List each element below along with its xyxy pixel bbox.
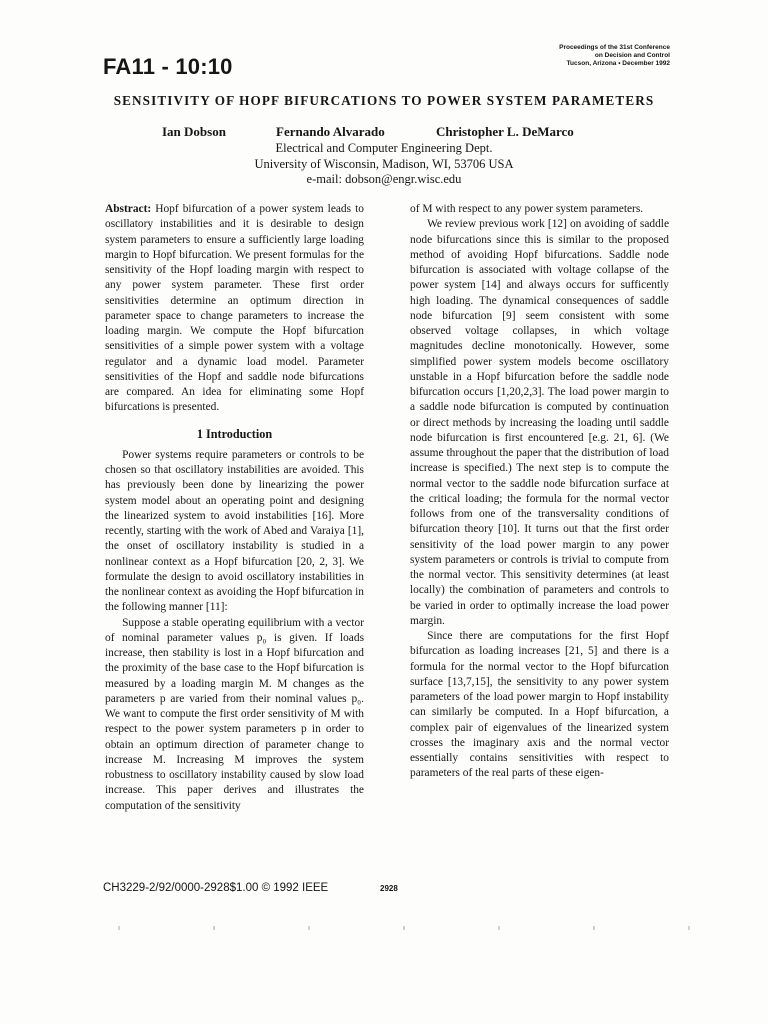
- author-list: [100, 124, 668, 140]
- body-paragraph: Suppose a stable operating equilibrium with a vector of nominal parameter values p₀ is given. If loads increase, then stability is lost in a Hopf bifurcation and the proximity of the base case to the Hopf bifurcation is measured by a loading margin M. M changes as the parameters p are varied from their nominal values p₀. We want to compute the first order sensitivity of M with respect to the power system parameters p in order to obtain an optimum direction of parameter change to increase M. Increasing M improves the system robustness to oscillatory instability caused by slow load increase. This paper derives and illustrates the computation of the sensitivity: [105, 616, 364, 812]
- body-paragraph: of M with respect to any power system parameters.: [410, 203, 644, 215]
- left-column: [105, 202, 364, 814]
- author-name: Fernando Alvarado: [276, 124, 385, 139]
- affiliation-department: Electrical and Computer Engineering Dept.: [275, 141, 493, 155]
- author-name: Christopher L. DeMarco: [436, 124, 574, 139]
- proceedings-info: [490, 44, 670, 68]
- abstract: [105, 202, 364, 416]
- right-column: [410, 202, 669, 782]
- page-number: 2928: [380, 884, 398, 893]
- body-paragraph: We review previous work [12] on avoiding of saddle node bifurcations since this is similar to the proposed method of avoiding Hopf bifurcations. Saddle node bifurcation is associated with voltage collapse of the power system [14] and always occurs for sufficently high loading. The dynamical consequences of saddle node bifurcation [9] seem consistent with some observed voltage collapses, in which voltage magnitudes decline monotonically. However, some simplified power system models become oscillatory unstable in a Hopf bifurcation before the saddle node bifurcation occurs [1,20,2,3]. The load power margin to a saddle node bifurcation is computed by continuation or direct methods by increasing the loading until saddle node bifurcation is first encountered [e.g. 21, 6]. (We assume throughout the paper that the distribution of load increase is specified.) The next step is to compute the normal vector to the saddle node bifurcation surface at the critical loading; the formula for the normal vector follows from one of the transversality conditions of bifurcation theory [10]. It turns out that the first order sensitivity of the load power margin to any power system parameters or controls is trivial to compute from the normal vector. This sensitivity determines (at least locally) the combination of parameters and controls to be varied in order to optimally increase the load power margin.: [410, 218, 669, 627]
- affiliation: [100, 141, 668, 188]
- affiliation-email: e-mail: dobson@engr.wisc.edu: [306, 172, 462, 186]
- abstract-text: Hopf bifurcation of a power system leads to oscillatory instabilities and it is desirable to design system parameters to ensure a sufficiently large loading margin to Hopf bifurcation. We present formulas for the sensitivity of the Hopf loading margin with respect to any power system parameter. These first order sensitivities determine an optimum direction in parameter space to change parameters to increase the loading margin. We compute the Hopf bifurcation sensitivities of a simple power system with a voltage regulator and a dynamic load model. Parameter sensitivities of the Hopf and saddle node bifurcations are compared. An idea for eliminating some Hopf bifurcations is presented.: [105, 203, 364, 414]
- author-name: Ian Dobson: [162, 124, 226, 139]
- abstract-label: Abstract:: [105, 203, 152, 215]
- scan-artifact: [80, 926, 690, 930]
- copyright-line: CH3229-2/92/0000-2928$1.00 © 1992 IEEE: [103, 882, 329, 894]
- proceedings-line: Tucson, Arizona • December 1992: [566, 60, 670, 67]
- body-paragraph: Since there are computations for the first Hopf bifurcation as loading increases [21, 5] and there is a formula for the normal vector to the Hopf bifurcation surface [13,7,15], the sensitivity to any power system parameters of the load power margin to Hopf instability can similarly be computed. In a Hopf bifurcation, a complex pair of eigenvalues of the linearized system crosses the imaginary axis and the normal vector essentially contains sensitivities with respect to parameters of the real parts of these eigen-: [410, 630, 669, 780]
- paper-title: SENSITIVITY OF HOPF BIFURCATIONS TO POWER SYSTEM PARAMETERS: [113, 93, 655, 108]
- proceedings-line: on Decision and Control: [594, 52, 670, 59]
- proceedings-line: Proceedings of the 31st Conference: [559, 44, 670, 51]
- affiliation-university: University of Wisconsin, Madison, WI, 53706 USA: [254, 156, 514, 171]
- body-paragraph: Power systems require parameters or controls to be chosen so that oscillatory instabilities are avoided. This has previously been done by linearizing the power system model about an operating point and designing the linearized system to avoid instabilities [16]. More recently, starting with the work of Abed and Varaiya [1], the onset of oscillatory instability is studied in a nonlinear context as a Hopf bifurcation [20, 2, 3]. We formulate the design to avoid oscillatory instabilities in the nonlinear context as avoiding the Hopf bifurcation in the following manner [11]:: [105, 448, 364, 614]
- session-code: FA11 - 10:10: [103, 54, 233, 79]
- section-heading-introduction: 1 Introduction: [196, 426, 273, 441]
